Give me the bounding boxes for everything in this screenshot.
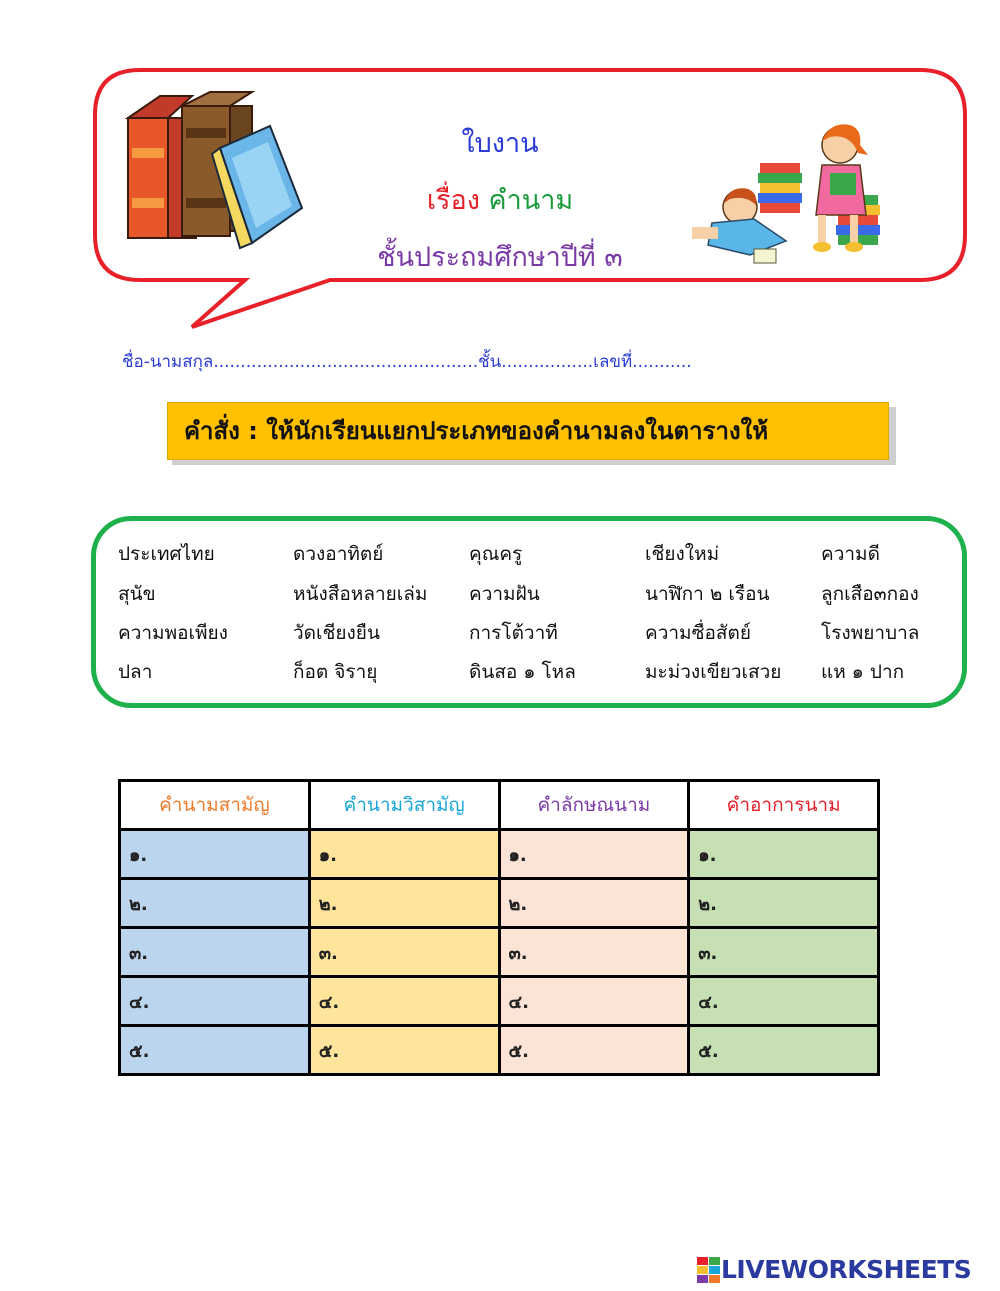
table-row (120, 977, 879, 1026)
title-line-2 (300, 172, 700, 229)
row-number: ๕. (129, 1040, 150, 1062)
title-subject-label: เรื่อง (426, 185, 480, 216)
answer-cell[interactable] (309, 879, 499, 928)
answer-cell[interactable] (689, 928, 879, 977)
word-bank-item[interactable]: วัดเชียงยืน (293, 622, 380, 644)
table-row (120, 879, 879, 928)
row-number: ๓. (698, 942, 718, 964)
worksheet-title (300, 115, 700, 286)
row-number: ๕. (698, 1040, 719, 1062)
sorting-table (118, 779, 880, 1076)
answer-cell[interactable] (499, 928, 689, 977)
word-bank-item[interactable]: ความดี (821, 543, 880, 565)
word-bank-item[interactable]: นาฬิกา ๒ เรือน (645, 583, 770, 605)
row-number: ๓. (129, 942, 149, 964)
title-subject: คำนาม (488, 185, 574, 216)
header-classifier-noun: คำลักษณนาม (499, 781, 689, 830)
row-number: ๑. (129, 844, 148, 866)
answer-cell[interactable] (120, 830, 310, 879)
word-bank-item[interactable]: ดินสอ ๑ โหล (469, 661, 576, 683)
table-row (120, 830, 879, 879)
liveworksheets-brand: LIVEWORKSHEETS (721, 1255, 972, 1284)
answer-cell[interactable] (499, 879, 689, 928)
word-bank-item[interactable]: ลูกเสือ๓กอง (821, 583, 919, 605)
answer-cell[interactable] (120, 977, 310, 1026)
answer-cell[interactable] (689, 879, 879, 928)
word-bank-item[interactable]: ความพอเพียง (118, 622, 228, 644)
answer-cell[interactable] (499, 1026, 689, 1075)
word-bank-item[interactable]: ความฝัน (469, 583, 540, 605)
word-bank-item[interactable]: ดวงอาทิตย์ (293, 543, 384, 565)
answer-cell[interactable] (309, 977, 499, 1026)
word-bank-item[interactable]: ประเทศไทย (118, 543, 215, 565)
header-common-noun: คำนามสามัญ (120, 781, 310, 830)
word-bank-item[interactable]: ปลา (118, 661, 153, 683)
row-number: ๔. (318, 991, 340, 1013)
word-bank-item[interactable]: สุนัข (118, 583, 156, 605)
word-bank-item[interactable]: โรงพยาบาล (821, 622, 920, 644)
answer-cell[interactable] (120, 1026, 310, 1075)
row-number: ๔. (129, 991, 150, 1013)
row-number: ๒. (129, 893, 148, 915)
liveworksheets-logo-icon (697, 1257, 721, 1283)
word-bank-item[interactable]: เชียงใหม่ (645, 543, 720, 565)
word-bank-item[interactable]: คุณครู (469, 543, 523, 565)
answer-cell[interactable] (689, 1026, 879, 1075)
answer-cell[interactable] (499, 977, 689, 1026)
word-bank-item[interactable]: แห ๑ ปาก (821, 661, 905, 683)
grade-level: ชั้นประถมศึกษาปีที่ ๓ (377, 242, 623, 273)
row-number: ๔. (508, 991, 529, 1013)
row-number: ๒. (508, 893, 528, 915)
header-abstract-noun: คำอาการนาม (689, 781, 879, 830)
word-bank-item[interactable]: หนังสือหลายเล่ม (293, 583, 428, 605)
row-number: ๓. (508, 942, 528, 964)
instruction-banner: คำสั่ง : ให้นักเรียนแยกประเภทของคำนามลงในตารางให้ (167, 402, 889, 460)
row-number: ๑. (508, 844, 527, 866)
table-row (120, 1026, 879, 1075)
word-bank-item[interactable]: มะม่วงเขียวเสวย (645, 661, 782, 683)
word-bank-item[interactable]: ความซื่อสัตย์ (645, 622, 751, 644)
liveworksheets-footer (697, 1255, 971, 1285)
row-number: ๕. (508, 1040, 529, 1062)
row-number: ๑. (698, 844, 717, 866)
word-bank-item[interactable]: การโต้วาที (469, 622, 558, 644)
answer-cell[interactable] (309, 1026, 499, 1075)
children-reading-illustration (690, 115, 890, 275)
student-info-line[interactable]: ชื่อ-นามสกุล.................................................ชั้น.................เลขที่........... (122, 352, 692, 372)
answer-cell[interactable] (499, 830, 689, 879)
row-number: ๓. (318, 942, 338, 964)
answer-cell[interactable] (120, 879, 310, 928)
row-number: ๔. (698, 991, 719, 1013)
row-number: ๒. (698, 893, 717, 915)
row-number: ๒. (318, 893, 338, 915)
answer-cell[interactable] (689, 977, 879, 1026)
table-header-row (120, 781, 879, 830)
books-illustration (120, 88, 310, 258)
answer-cell[interactable] (309, 830, 499, 879)
answer-cell[interactable] (120, 928, 310, 977)
answer-cell[interactable] (309, 928, 499, 977)
row-number: ๕. (318, 1040, 340, 1062)
header-proper-noun: คำนามวิสามัญ (309, 781, 499, 830)
row-number: ๑. (318, 844, 338, 866)
answer-cell[interactable] (689, 830, 879, 879)
table-row (120, 928, 879, 977)
word-bank-item[interactable]: ก็อต จิรายุ (293, 661, 378, 683)
title-line-1: ใบงาน (461, 128, 539, 159)
